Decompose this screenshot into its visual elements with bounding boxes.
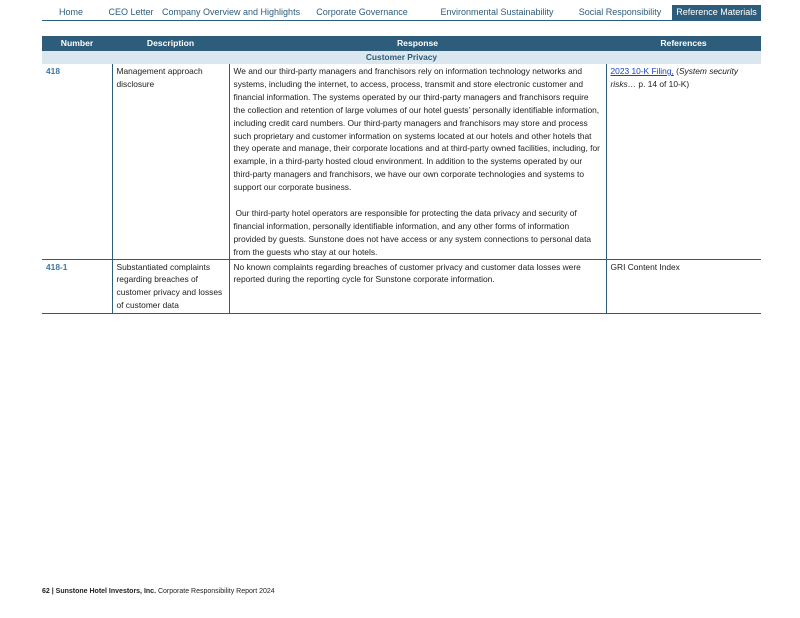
section-title: Customer Privacy xyxy=(42,51,761,64)
company-name: Sunstone Hotel Investors, Inc. xyxy=(55,588,157,595)
response-paragraph: We and our third-party managers and franchisors rely on information technology networks and systems, including the internet, to access, process, transmit and store electronic customer and financial information. The systems operated by our third-party managers and franchisors require the collection and retention of large volumes of our hotel guests’ personally identifiable information, including credit card numbers. Our third-party managers and franchisors may store and process such proprietary and customer information on systems located at our hotels and other hotels that they operate and manage, their corporate locations and at third-party owned facilities, including, for example, in a third-party hosted cloud environment. In addition to the systems operated by our third-party managers and franchisors, we have our own corporate technologies and systems to support our corporate business. xyxy=(233,66,600,193)
section-row xyxy=(42,51,761,64)
footer-separator: | xyxy=(49,588,56,595)
report-title: Corporate Responsibility Report 2024 xyxy=(156,588,275,595)
header-number: Number xyxy=(42,36,112,51)
nav-social-responsibility[interactable]: Social Responsibility xyxy=(578,7,662,17)
page-footer xyxy=(42,588,275,595)
top-navigation xyxy=(42,5,761,21)
10k-filing-link[interactable]: 2023 10-K Filing, xyxy=(610,66,674,76)
row-description: Management approach disclosure xyxy=(112,64,229,259)
row-number: 418 xyxy=(42,64,112,259)
table-row xyxy=(42,64,761,259)
nav-reference-materials[interactable]: Reference Materials xyxy=(672,5,761,20)
page-number: 62 xyxy=(42,588,50,595)
header-description: Description xyxy=(112,36,229,51)
row-description: Substantiated complaints regarding breaches of customer privacy and losses of customer data xyxy=(112,259,229,314)
reference-tail: p. 14 of 10-K) xyxy=(636,78,690,89)
table-row xyxy=(42,259,761,314)
nav-company-overview[interactable]: Company Overview and Highlights xyxy=(162,7,301,17)
reference-open: ( xyxy=(673,66,679,76)
header-response: Response xyxy=(229,36,606,51)
row-response xyxy=(229,64,606,259)
nav-corporate-governance[interactable]: Corporate Governance xyxy=(316,7,408,17)
row-response: No known complaints regarding breaches of customer privacy and customer data losses were reported during the reporting cycle for Sunstone corporate information. xyxy=(229,259,606,314)
response-paragraph: Our third-party hotel operators are responsible for protecting the data privacy and security of financial information, personally identifiable information, and any other forms of information provided by guests. Sunstone does not have access or any system connections to personal data from the guests who stay at our hotels. xyxy=(233,207,592,257)
gri-table xyxy=(42,36,761,314)
nav-home[interactable]: Home xyxy=(58,7,83,17)
nav-environmental-sustainability[interactable]: Environmental Sustainability xyxy=(440,7,554,17)
nav-ceo-letter[interactable]: CEO Letter xyxy=(108,7,154,17)
header-references: References xyxy=(606,36,761,51)
row-references xyxy=(606,64,761,259)
row-number: 418-1 xyxy=(42,259,112,314)
table-header-row xyxy=(42,36,761,51)
reference-italic: System security risks… xyxy=(610,66,739,89)
row-references: GRI Content Index xyxy=(606,259,761,314)
